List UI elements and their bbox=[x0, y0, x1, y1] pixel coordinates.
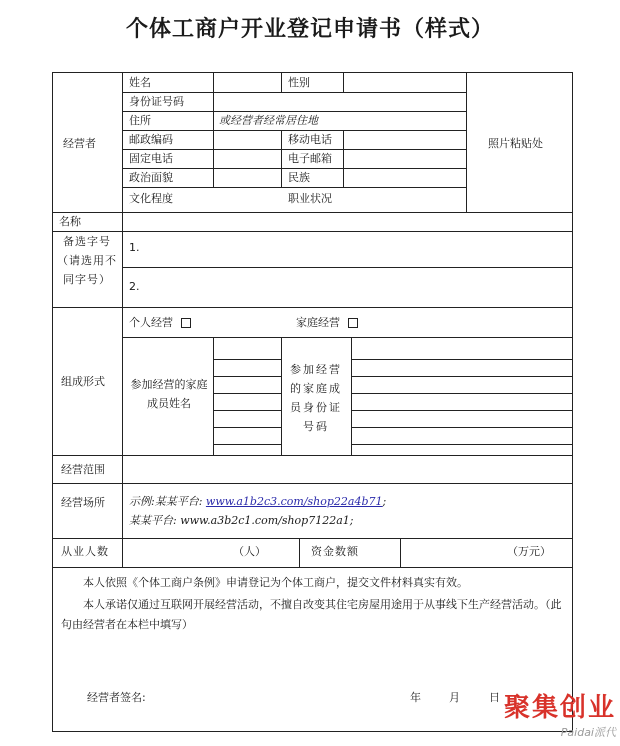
phone-label: 固定电话 bbox=[129, 152, 173, 165]
family-label: 家庭经营 bbox=[296, 316, 340, 329]
date-month-label: 月 bbox=[449, 691, 460, 704]
politics-label: 政治面貌 bbox=[129, 171, 173, 184]
premises-ex2-url: www.a3b2c1.com/shop7122a1 bbox=[180, 514, 350, 527]
premises-ex2-suffix: ; bbox=[349, 514, 354, 527]
org-form-label: 组成形式 bbox=[61, 375, 105, 388]
premises-example-1 bbox=[129, 495, 386, 509]
date-year-label: 年 bbox=[410, 691, 421, 704]
business-name-label: 名称 bbox=[59, 215, 81, 228]
individual-label: 个人经营 bbox=[129, 316, 173, 329]
premises-ex1-suffix: ; bbox=[382, 495, 387, 508]
ethnicity-label: 民族 bbox=[288, 171, 310, 184]
alt-name-2: 2. bbox=[129, 280, 140, 293]
premises-label: 经营场所 bbox=[61, 496, 105, 509]
family-checkbox[interactable] bbox=[348, 318, 358, 328]
declaration-paragraph-1: 本人依照《个体工商户条例》申请登记为个体工商户，提交文件材料真实有效。 bbox=[83, 576, 468, 589]
signature-label: 经营者签名: bbox=[87, 691, 146, 704]
address-label: 住所 bbox=[129, 114, 151, 127]
mobile-label: 移动电话 bbox=[288, 133, 332, 146]
form-title: 个体工商户开业登记申请书（样式） bbox=[125, 17, 494, 42]
education-label: 文化程度 bbox=[129, 192, 173, 205]
premises-ex1-prefix: 示例:某某平台: bbox=[129, 495, 203, 508]
member-names-label: 参加经营的家庭成员姓名 bbox=[130, 378, 208, 410]
email-label: 电子邮箱 bbox=[288, 152, 332, 165]
id-number-label: 身份证号码 bbox=[129, 95, 184, 108]
individual-checkbox[interactable] bbox=[181, 318, 191, 328]
business-scope-label: 经营范围 bbox=[61, 463, 105, 476]
watermark-sub-text: Paidai派代 bbox=[560, 726, 616, 739]
application-form bbox=[52, 72, 573, 732]
premises-ex2-prefix: 某某平台: bbox=[129, 514, 177, 527]
name-label: 姓名 bbox=[129, 76, 151, 89]
occupation-label: 职业状况 bbox=[288, 192, 332, 205]
premises-ex1-url[interactable]: www.a1b2c3.com/shop22a4b71 bbox=[205, 495, 383, 508]
capital-label: 资金数额 bbox=[311, 545, 359, 558]
gender-label: 性别 bbox=[288, 76, 310, 89]
watermark-logo-text: 聚集创业 bbox=[503, 693, 616, 723]
individual-option[interactable] bbox=[129, 316, 191, 330]
family-option[interactable] bbox=[296, 316, 358, 330]
photo-placeholder-label: 照片粘贴处 bbox=[488, 137, 543, 150]
address-hint: 或经营者经常居住地 bbox=[219, 114, 318, 127]
operator-section-label: 经营者 bbox=[63, 137, 96, 150]
watermark bbox=[504, 687, 616, 740]
postcode-label: 邮政编码 bbox=[129, 133, 173, 146]
member-ids-label: 参加经营的家庭成员身份证号码 bbox=[290, 363, 342, 433]
date-day-label: 日 bbox=[489, 691, 500, 704]
premises-example-2 bbox=[129, 514, 354, 528]
staff-count-label: 从业人数 bbox=[61, 545, 109, 558]
capital-unit: （万元） bbox=[507, 545, 551, 558]
declaration-paragraph-2: 本人承诺仅通过互联网开展经营活动，不擅自改变其住宅房屋用途用于从事线下生产经营活动。（此句由经营者在本栏中填写） bbox=[61, 598, 562, 631]
alt-name-1: 1. bbox=[129, 241, 140, 254]
staff-unit: （人） bbox=[233, 545, 266, 558]
alt-names-label: 备选字号（请选用不同字号） bbox=[57, 235, 117, 286]
